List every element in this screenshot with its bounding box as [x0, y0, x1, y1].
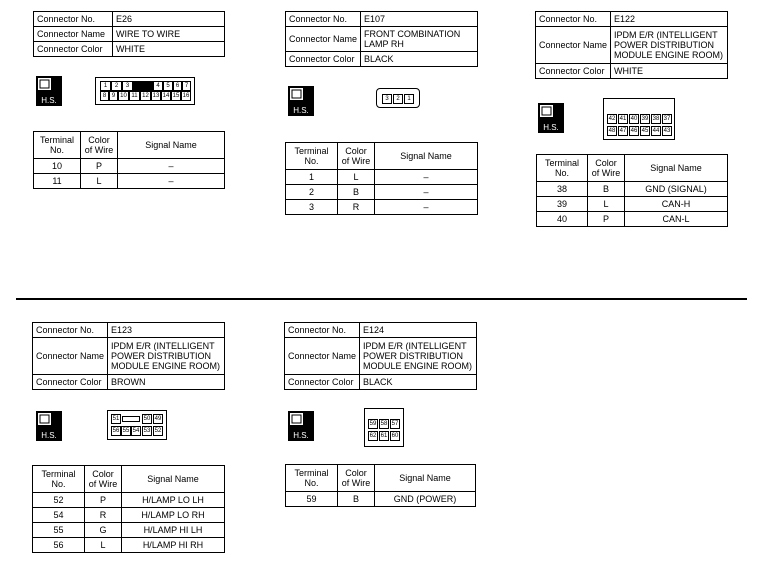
table-row	[33, 508, 225, 523]
connector-face-e124	[364, 408, 404, 447]
wire-color-header: Color of Wire	[81, 132, 118, 159]
table-row	[33, 538, 225, 553]
terminal-no-header: Terminal No.	[537, 155, 588, 182]
signal-name: H/LAMP HI RH	[122, 538, 225, 553]
wire-color-header: Color of Wire	[338, 143, 375, 170]
signal-name: CAN-H	[625, 197, 728, 212]
connector-color-value: WHITE	[113, 42, 225, 57]
pin: 6	[173, 81, 182, 91]
table-row	[537, 197, 728, 212]
connector-name-value: FRONT COMBINATION LAMP RH	[361, 27, 478, 52]
pin: 41	[619, 116, 627, 122]
pin: 60	[391, 433, 399, 439]
pin: 50	[143, 416, 151, 422]
signal-name-header: Signal Name	[118, 132, 225, 159]
wire-color: P	[81, 159, 118, 174]
terminal-table-e123	[32, 465, 225, 553]
pin: 61	[380, 433, 388, 439]
signal-name: GND (POWER)	[375, 492, 476, 507]
pin: 45	[641, 128, 649, 134]
section-divider	[16, 298, 747, 300]
wire-color: L	[588, 197, 625, 212]
pin: 1	[404, 94, 414, 104]
signal-name: H/LAMP LO LH	[122, 493, 225, 508]
connector-info-e107	[285, 11, 478, 67]
harness-side-icon	[36, 411, 62, 441]
terminal-no: 38	[537, 182, 588, 197]
signal-name-header: Signal Name	[375, 143, 478, 170]
table-row	[33, 523, 225, 538]
pin: 1	[100, 81, 111, 91]
connector-info-e26	[33, 11, 225, 57]
wire-color: R	[338, 200, 375, 215]
hs-label: H.S.	[293, 106, 309, 115]
connector-no-value: E107	[361, 12, 478, 27]
wire-color: G	[85, 523, 122, 538]
terminal-no: 2	[286, 185, 338, 200]
wire-color: R	[85, 508, 122, 523]
table-row	[286, 170, 478, 185]
keyway	[133, 81, 153, 91]
signal-name: H/LAMP LO RH	[122, 508, 225, 523]
table-row	[286, 185, 478, 200]
connector-no-value: E122	[611, 12, 728, 27]
connector-name-value: WIRE TO WIRE	[113, 27, 225, 42]
table-row	[537, 212, 728, 227]
pin: 2	[393, 94, 403, 104]
hs-label: H.S.	[41, 96, 57, 105]
hs-label: H.S.	[41, 431, 57, 440]
pin: 9	[109, 91, 118, 101]
pin: 47	[619, 128, 627, 134]
terminal-no: 3	[286, 200, 338, 215]
pin: 40	[630, 116, 638, 122]
pin: 58	[380, 421, 388, 427]
connector-no-label: Connector No.	[286, 12, 361, 27]
harness-side-icon	[288, 411, 314, 441]
connector-no-label: Connector No.	[536, 12, 611, 27]
connector-no-value: E123	[108, 323, 225, 338]
terminal-table-e107	[285, 142, 478, 215]
table-row	[286, 492, 476, 507]
table-row	[537, 182, 728, 197]
pin: 12	[140, 91, 151, 101]
connector-face-e26	[95, 77, 195, 105]
pin: 62	[369, 433, 377, 439]
connector-color-value: WHITE	[611, 64, 728, 79]
wire-color: B	[338, 185, 375, 200]
pin: 49	[154, 416, 162, 422]
terminal-no: 1	[286, 170, 338, 185]
pin: 44	[652, 128, 660, 134]
pin: 55	[122, 428, 130, 434]
pin: 48	[608, 128, 616, 134]
wire-color: B	[588, 182, 625, 197]
hs-label: H.S.	[543, 123, 559, 132]
harness-side-icon	[288, 86, 314, 116]
pin: 42	[608, 116, 616, 122]
pin: 52	[154, 428, 162, 434]
pin: 51	[112, 416, 120, 422]
connector-info-e124	[284, 322, 477, 390]
pin: 3	[122, 81, 133, 91]
keyway	[122, 416, 140, 422]
connector-name-label: Connector Name	[34, 27, 113, 42]
wire-color: L	[338, 170, 375, 185]
signal-name: –	[375, 200, 478, 215]
signal-name: –	[118, 174, 225, 189]
connector-no-value: E124	[360, 323, 477, 338]
pin: 39	[641, 116, 649, 122]
terminal-no: 56	[33, 538, 85, 553]
terminal-no: 55	[33, 523, 85, 538]
connector-no-label: Connector No.	[34, 12, 113, 27]
connector-no-label: Connector No.	[285, 323, 360, 338]
wire-color: L	[85, 538, 122, 553]
terminal-no: 39	[537, 197, 588, 212]
terminal-no: 59	[286, 492, 338, 507]
terminal-no-header: Terminal No.	[286, 465, 338, 492]
table-row	[286, 200, 478, 215]
signal-name: H/LAMP HI LH	[122, 523, 225, 538]
pin: 11	[129, 91, 140, 101]
connector-no-value: E26	[113, 12, 225, 27]
pin: 16	[182, 93, 190, 99]
connector-face-e107	[376, 88, 420, 108]
connector-color-value: BROWN	[108, 375, 225, 390]
connector-face-e123	[107, 410, 167, 440]
terminal-no-header: Terminal No.	[34, 132, 81, 159]
pin: 38	[652, 116, 660, 122]
connector-name-value: IPDM E/R (INTELLIGENT POWER DISTRIBUTION MODULE ENGINE ROOM)	[360, 338, 477, 375]
terminal-no: 40	[537, 212, 588, 227]
pin: 10	[118, 91, 129, 101]
pin: 59	[369, 421, 377, 427]
signal-name: –	[375, 170, 478, 185]
wire-color: B	[338, 492, 375, 507]
signal-name: CAN-L	[625, 212, 728, 227]
terminal-table-e26	[33, 131, 225, 189]
terminal-no-header: Terminal No.	[33, 466, 85, 493]
pin: 15	[172, 93, 180, 99]
pin: 57	[391, 421, 399, 427]
connector-color-label: Connector Color	[285, 375, 360, 390]
terminal-table-e124	[285, 464, 476, 507]
pin: 46	[630, 128, 638, 134]
wire-color-header: Color of Wire	[338, 465, 375, 492]
pin: 53	[143, 428, 151, 434]
pin: 7	[182, 81, 191, 91]
wire-color: P	[85, 493, 122, 508]
table-row	[34, 174, 225, 189]
signal-name: –	[375, 185, 478, 200]
harness-side-icon	[538, 103, 564, 133]
terminal-no-header: Terminal No.	[286, 143, 338, 170]
connector-name-label: Connector Name	[285, 338, 360, 375]
pin: 5	[163, 81, 173, 91]
pin: 14	[162, 93, 170, 99]
connector-info-e122	[535, 11, 728, 79]
connector-name-value: IPDM E/R (INTELLIGENT POWER DISTRIBUTION MODULE ENGINE ROOM)	[611, 27, 728, 64]
connector-no-label: Connector No.	[33, 323, 108, 338]
connector-color-value: BLACK	[360, 375, 477, 390]
pin: 8	[100, 91, 109, 101]
wire-color-header: Color of Wire	[588, 155, 625, 182]
hs-label: H.S.	[293, 431, 309, 440]
connector-color-label: Connector Color	[536, 64, 611, 79]
table-row	[33, 493, 225, 508]
wire-color: L	[81, 174, 118, 189]
pin: 13	[152, 93, 160, 99]
pin: 54	[132, 428, 140, 434]
terminal-no: 11	[34, 174, 81, 189]
terminal-no: 52	[33, 493, 85, 508]
terminal-table-e122	[536, 154, 728, 227]
harness-side-icon	[36, 76, 62, 106]
wire-color: P	[588, 212, 625, 227]
connector-name-label: Connector Name	[286, 27, 361, 52]
connector-color-label: Connector Color	[33, 375, 108, 390]
table-row	[34, 159, 225, 174]
signal-name-header: Signal Name	[122, 466, 225, 493]
pin: 2	[111, 81, 122, 91]
connector-info-e123	[32, 322, 225, 390]
pin: 43	[663, 128, 671, 134]
pin: 3	[382, 94, 392, 104]
connector-name-label: Connector Name	[33, 338, 108, 375]
connector-name-value: IPDM E/R (INTELLIGENT POWER DISTRIBUTION MODULE ENGINE ROOM)	[108, 338, 225, 375]
signal-name: –	[118, 159, 225, 174]
connector-name-label: Connector Name	[536, 27, 611, 64]
signal-name: GND (SIGNAL)	[625, 182, 728, 197]
pin: 4	[153, 81, 163, 91]
connector-color-label: Connector Color	[286, 52, 361, 67]
signal-name-header: Signal Name	[625, 155, 728, 182]
terminal-no: 10	[34, 159, 81, 174]
pin: 56	[112, 428, 120, 434]
signal-name-header: Signal Name	[375, 465, 476, 492]
pin: 37	[663, 116, 671, 122]
wire-color-header: Color of Wire	[85, 466, 122, 493]
connector-color-label: Connector Color	[34, 42, 113, 57]
connector-color-value: BLACK	[361, 52, 478, 67]
connector-face-e122	[603, 98, 675, 140]
terminal-no: 54	[33, 508, 85, 523]
